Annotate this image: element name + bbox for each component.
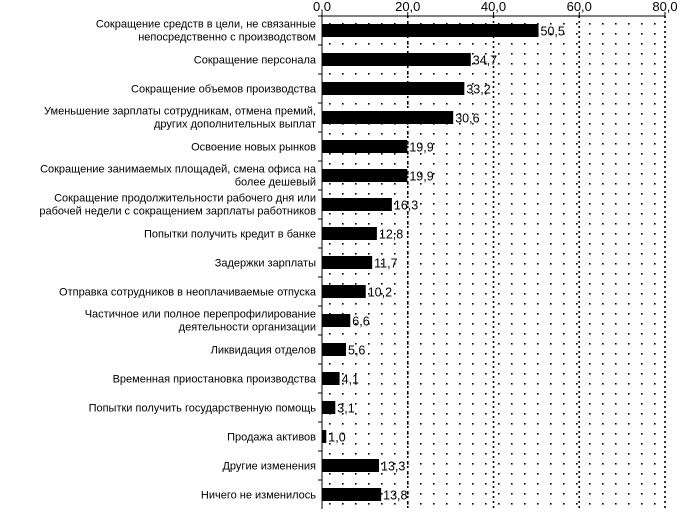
value-label: 16,3 <box>393 198 419 213</box>
category-label <box>215 258 316 270</box>
bar <box>322 256 372 269</box>
bar <box>322 343 346 356</box>
category-label-line: Сокращение занимаемых площадей, смена офиса на <box>40 163 316 176</box>
value-label: 12,8 <box>378 227 404 242</box>
bar <box>322 314 350 327</box>
category-label <box>59 287 317 299</box>
category-label <box>144 229 316 241</box>
value-label: 19,9 <box>409 169 434 184</box>
x-tick-label: 80,0 <box>652 0 678 14</box>
bar <box>322 24 539 37</box>
category-label <box>39 193 316 218</box>
category-label <box>131 84 317 96</box>
value-label: 50,5 <box>540 24 565 39</box>
category-label-line: Освоение новых рынков <box>191 141 316 154</box>
value-label: 11,7 <box>374 256 398 271</box>
bar <box>322 285 366 298</box>
value-label: 6,6 <box>352 314 370 329</box>
value-label: 34,7 <box>472 53 498 68</box>
category-label <box>96 19 316 44</box>
value-label: 1,0 <box>328 430 346 445</box>
value-label: 33,2 <box>466 82 491 97</box>
category-label-line: Попытки получить кредит в банке <box>143 228 316 241</box>
bar <box>322 488 381 501</box>
value-label: 5,6 <box>348 343 366 358</box>
category-label-line: Ликвидация отделов <box>210 344 316 357</box>
x-tick-label: 20,0 <box>395 0 421 14</box>
value-label: 30,6 <box>455 111 480 126</box>
category-label-line: Сокращение продолжительности рабочего дня или <box>54 192 316 205</box>
category-label <box>44 106 316 131</box>
category-label-line: Уменьшение зарплаты сотрудникам, отмена премий, <box>44 105 316 118</box>
x-tick-label: 60,0 <box>566 0 592 14</box>
category-label <box>201 490 316 502</box>
category-label <box>85 309 316 334</box>
category-label-line: Временная приостановка производства <box>112 373 316 386</box>
bar <box>322 198 392 211</box>
category-label <box>89 403 317 415</box>
category-label <box>113 374 317 386</box>
x-axis-ticks <box>313 0 678 16</box>
category-label-line: Попытки получить государственную помощь <box>88 402 316 415</box>
category-label-line: других дополнительных выплат <box>153 118 316 131</box>
bar <box>322 53 471 66</box>
bar <box>322 111 453 124</box>
bar <box>322 140 407 153</box>
category-label-line: Частичное или полное перепрофилирование <box>84 308 316 321</box>
category-label-line: непосредственно с производством <box>138 31 316 44</box>
value-label: 13,8 <box>383 488 408 503</box>
category-label-line: деятельности организации <box>178 321 316 334</box>
bar <box>322 169 407 182</box>
value-label: 4,1 <box>341 372 359 387</box>
category-label <box>222 461 316 473</box>
category-label-line: Задержки зарплаты <box>214 257 316 270</box>
bar <box>322 82 464 95</box>
bar <box>322 459 379 472</box>
value-label: 13,3 <box>381 459 406 474</box>
x-tick-label: 0,0 <box>312 0 332 14</box>
value-label: 19,9 <box>409 140 434 155</box>
category-label-line: Продажа активов <box>227 431 316 444</box>
bar <box>322 430 326 443</box>
category-label-line: Сокращение персонала <box>193 54 316 67</box>
category-label <box>227 432 316 444</box>
category-label-line: Отправка сотрудников в неоплачиваемые отпуска <box>59 286 316 299</box>
category-label <box>191 142 316 154</box>
category-labels <box>39 16 322 502</box>
value-label: 3,1 <box>337 401 355 416</box>
value-label: 10,2 <box>367 285 393 300</box>
category-label-line: более дешевый <box>234 176 316 189</box>
category-label <box>211 345 317 357</box>
bar <box>322 372 340 385</box>
category-label-line: Сокращение средств в цели, не связанные <box>95 18 316 31</box>
category-label-line: Другие изменения <box>222 460 316 473</box>
category-label <box>40 164 317 189</box>
category-label-line: Сокращение объемов производства <box>131 83 316 96</box>
bar <box>322 227 377 240</box>
category-label <box>194 55 317 67</box>
bar <box>322 401 335 414</box>
category-label-line: рабочей недели с сокращением зарплаты работников <box>39 205 316 218</box>
x-tick-label: 40,0 <box>480 0 507 14</box>
category-label-line: Ничего не изменилось <box>200 489 316 502</box>
